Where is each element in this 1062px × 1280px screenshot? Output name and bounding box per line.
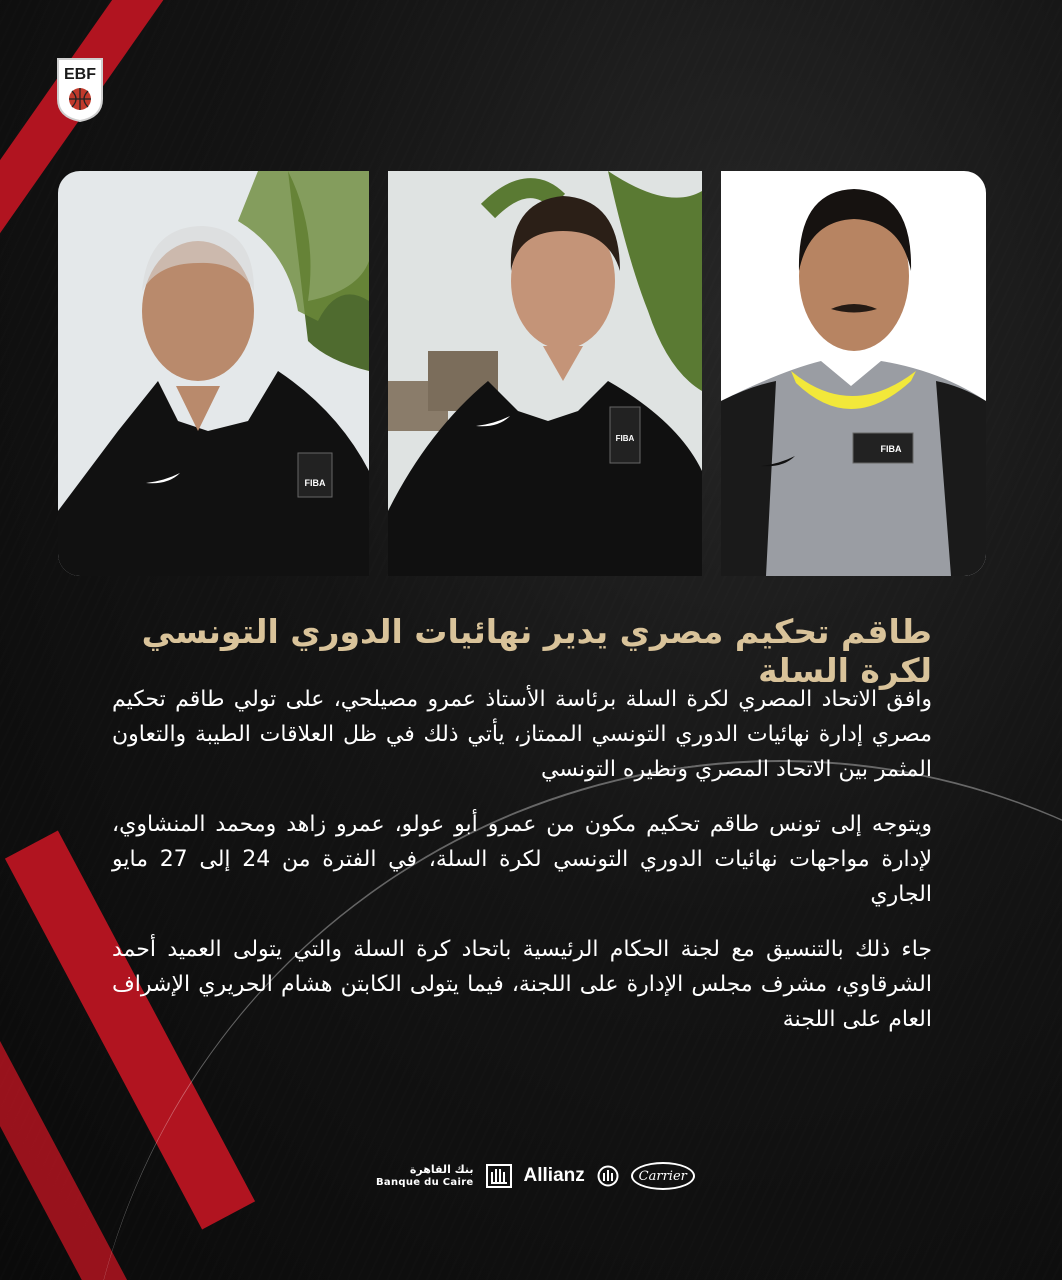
article-body	[112, 682, 932, 1037]
sponsors-bar	[376, 1158, 695, 1194]
referee-photo-1	[58, 171, 369, 576]
article-headline: طاقم تحكيم مصري يدير نهائيات الدوري التونسي لكرة السلة	[141, 612, 932, 690]
banque-du-caire-icon	[486, 1164, 512, 1188]
allianz-logo-text: Allianz	[523, 1165, 585, 1186]
referee-photo-3	[721, 171, 986, 576]
allianz-eagle-icon	[597, 1165, 619, 1187]
carrier-logo: Carrier	[631, 1162, 695, 1190]
referee-photos	[58, 171, 986, 576]
ebf-logo-text: EBF	[64, 66, 96, 83]
fiba-badge-3: FIBA	[880, 444, 902, 454]
banque-du-caire-english: Banque du Caire	[376, 1177, 474, 1188]
banque-du-caire-arabic: بنك القاهرة	[409, 1163, 474, 1176]
ebf-logo	[54, 55, 106, 123]
banque-du-caire-logo	[376, 1163, 474, 1189]
fiba-badge-1: FIBA	[304, 478, 326, 488]
article-paragraph-2: ويتوجه إلى تونس طاقم تحكيم مكون من عمرو أبو عولو، عمرو زاهد ومحمد المنشاوي، لإدارة مواجهات نهائيات الدوري التونسي لكرة السلة، في الفترة من 24 إلى 27 مايو الجاري	[112, 812, 933, 907]
fiba-badge-2: FIBA	[615, 434, 635, 443]
referee-photo-2	[388, 171, 702, 576]
article-paragraph-3: جاء ذلك بالتنسيق مع لجنة الحكام الرئيسية باتحاد كرة السلة والتي يتولى العميد أحمد الشرقاوي، مشرف مجلس الإدارة على اللجنة، فيما يتولى الكابتن هشام الحريري الإشراف العام على اللجنة	[112, 937, 932, 1032]
article-paragraph-1: وافق الاتحاد المصري لكرة السلة برئاسة الأستاذ عمرو مصيلحي، على تولي طاقم تحكيم مصري إدارة نهائيات الدوري التونسي الممتاز، يأتي ذلك في ظل العلاقات الطيبة والتعاون المثمر بين الاتحاد المصري ونظيره التونسي	[112, 687, 932, 782]
